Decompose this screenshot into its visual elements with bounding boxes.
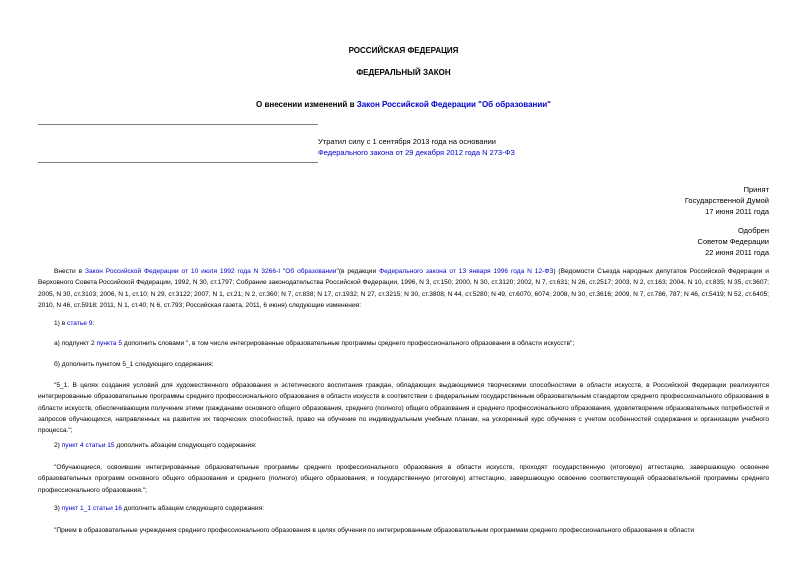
item-1a-suffix: дополнить словами ", в том числе интегрированные образовательные программы среднего профессионального образования в области искусств"; [122, 340, 575, 347]
article-9-link[interactable]: статье 9 [67, 320, 93, 327]
item-3 [54, 505, 264, 512]
approved-by: Советом Федерации [697, 237, 769, 246]
doc-type-heading: ФЕДЕРАЛЬНЫЙ ЗАКОН [356, 68, 451, 77]
notice-bottom-rule [38, 162, 318, 163]
item-2-prefix: 2) [54, 442, 62, 449]
education-law-link[interactable]: Об образовании [285, 268, 337, 275]
amending-law-link[interactable]: Федерального закона от 13 января 1996 года N 12-ФЗ [379, 268, 554, 275]
country-heading: РОССИЙСКАЯ ФЕДЕРАЦИЯ [348, 46, 459, 55]
item-1 [54, 320, 94, 327]
intro-text-4: ) (Ведомости Съезда народных депутатов Российской Федерации и Верховного Совета Российской Федерации, 1992, N 30, ст.1797; Собрание законодательства Российской Федерации, 1996, N 3, ст.150; 2000, N 30, ст.3120; 2002, N 7, ст.631; N 26, ст.2517; 2003, N 2, ст.163; 2004, N 10, ст.835; N 35, ст.3607; 2005, N 30, ст.3103; 2006, N 1, ст.10; N 29, ст.3122; 2007, N 1, ст.21; N 2, ст.360; N 7, ст.838; N 17, ст.1932; N 27, ст.3215; N 30, ст.3808; N 44, ст.5280; N 49, ст.6070, 6074; 2008, N 30, ст.3616; 2009, N 7, ст.786, 787; N 46, ст.5419; N 52, ст.6405; 2010, N 46, ст.5918; 2011, N 1, ст.40; N 6, ст.793; Российская газета, 2011, 6 июня) следующие изменения: [38, 268, 769, 309]
doc-title [0, 100, 807, 109]
intro-paragraph [38, 266, 769, 311]
item-3-suffix: дополнить абзацем следующего содержания: [121, 505, 264, 512]
doc-title-prefix: О внесении изменений в [256, 100, 357, 109]
item-1-suffix: : [92, 320, 95, 327]
item-2-suffix: дополнить абзацем следующего содержания: [114, 442, 257, 449]
item-1a-prefix: а) подпункт 2 [54, 340, 97, 347]
article-16-link[interactable]: пункт 1_1 статьи 16 [61, 505, 122, 512]
item-2 [54, 442, 257, 449]
approved-date: 22 июня 2011 года [705, 248, 769, 257]
intro-text-2: " [280, 268, 286, 275]
law-link[interactable]: Закон Российской Федерации от 10 июля 1992 года N 3266-I [85, 268, 281, 275]
approved-label: Одобрен [738, 226, 769, 235]
doc-title-link[interactable]: Закон Российской Федерации "Об образовании" [356, 100, 551, 109]
repeal-notice: Утратил силу с 1 сентября 2013 года на основании [318, 137, 496, 146]
item-1a [54, 340, 574, 347]
item-1b: б) дополнить пунктом 5_1 следующего содержания: [54, 361, 214, 368]
item-3-prefix: 3) [54, 505, 62, 512]
accepted-by: Государственной Думой [684, 196, 769, 205]
repeal-notice-link[interactable]: Федерального закона от 29 декабря 2012 года N 273-ФЗ [318, 148, 515, 157]
article-15-link[interactable]: пункт 4 статьи 15 [61, 442, 115, 449]
quote-admission: "Прием в образовательные учреждения среднего профессионального образования в целях обучения по интегрированным образовательным программам среднего профессионального образования в области [54, 527, 695, 534]
quote-graduates: "Обучающиеся, освоившие интегрированные образовательные программы среднего профессионального образования в области искусств, проходят государственную (итоговую) аттестацию, завершающую освоение образовательных программ основного общего образования и среднего (полного) общего образования, и государственную (итоговую) аттестацию, завершающую освоение соответствующей образовательной программы среднего профессионального образования."; [38, 464, 769, 494]
accepted-date: 17 июня 2011 года [705, 207, 769, 216]
notice-top-rule [38, 124, 318, 125]
quote-5-1: "5_1. В целях создания условий для художественного образования и эстетического воспитания граждан, обладающих выдающимися творческими способностями в области искусств, в Российской Федерации реализуются интегрированные образовательные программы среднего профессионального образования в области искусств в соответствии с федеральным государственным образовательным стандартом среднего профессионального образования в области искусств, обеспечивающим получение этими гражданами основного общего образования, среднего (полного) общего образования и среднего профессионального образования, удовлетворение образовательных потребностей и запросов обучающихся, направленных на развитие их творческих способностей, право на обучение по индивидуальным учебным планам, на ускоренный курс обучения с учетом особенностей содержания и организации учебного процесса."; [38, 382, 769, 435]
intro-text-1: Внести в [54, 268, 85, 275]
accepted-label: Принят [743, 185, 769, 194]
item-1-prefix: 1) в [54, 320, 68, 327]
intro-text-3: "(в редакции [336, 268, 380, 275]
clause-5-link[interactable]: пункта 5 [96, 340, 123, 347]
